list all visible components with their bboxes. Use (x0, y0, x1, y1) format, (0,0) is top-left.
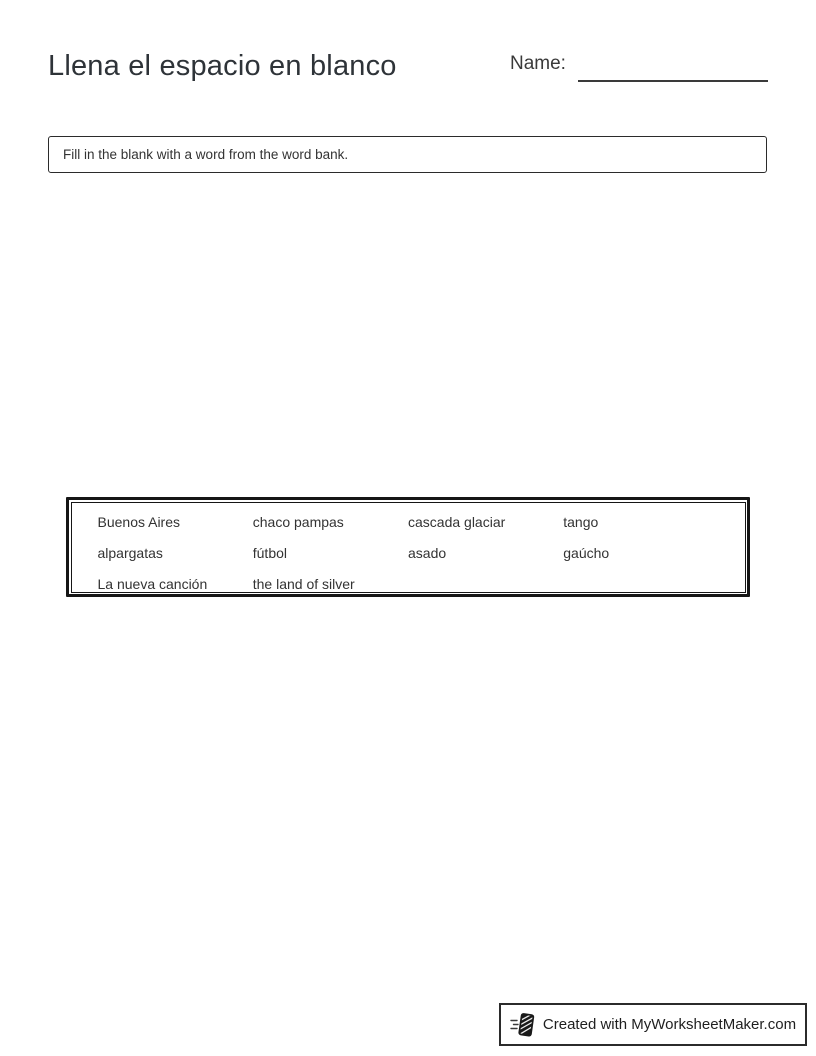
name-blank-line (578, 80, 768, 82)
word-bank (66, 497, 750, 597)
word-bank-item: gaúcho (563, 544, 610, 561)
word-bank-item: tango (563, 513, 599, 530)
word-bank-item: fútbol (252, 544, 287, 561)
word-bank-item: the land of silver (252, 575, 355, 592)
word-bank-item: asado (408, 544, 447, 561)
instructions-text: Fill in the blank with a word from the word bank. (63, 147, 349, 162)
word-bank-grid (71, 502, 746, 593)
word-bank-item: La nueva canción (97, 575, 208, 592)
word-bank-item: chaco pampas (252, 513, 344, 530)
word-bank-item: Buenos Aires (97, 513, 180, 530)
name-label: Name: (510, 53, 566, 74)
credit-text: Created with MyWorksheetMaker.com (542, 1016, 797, 1033)
word-bank-item: cascada glaciar (408, 513, 506, 530)
instructions-box (48, 136, 767, 173)
worksheet-title: Llena el espacio en blanco (48, 50, 397, 82)
credit-badge-link[interactable] (499, 1003, 807, 1046)
myworksheetmaker-logo-icon (510, 1012, 535, 1038)
word-bank-item: alpargatas (97, 544, 163, 561)
